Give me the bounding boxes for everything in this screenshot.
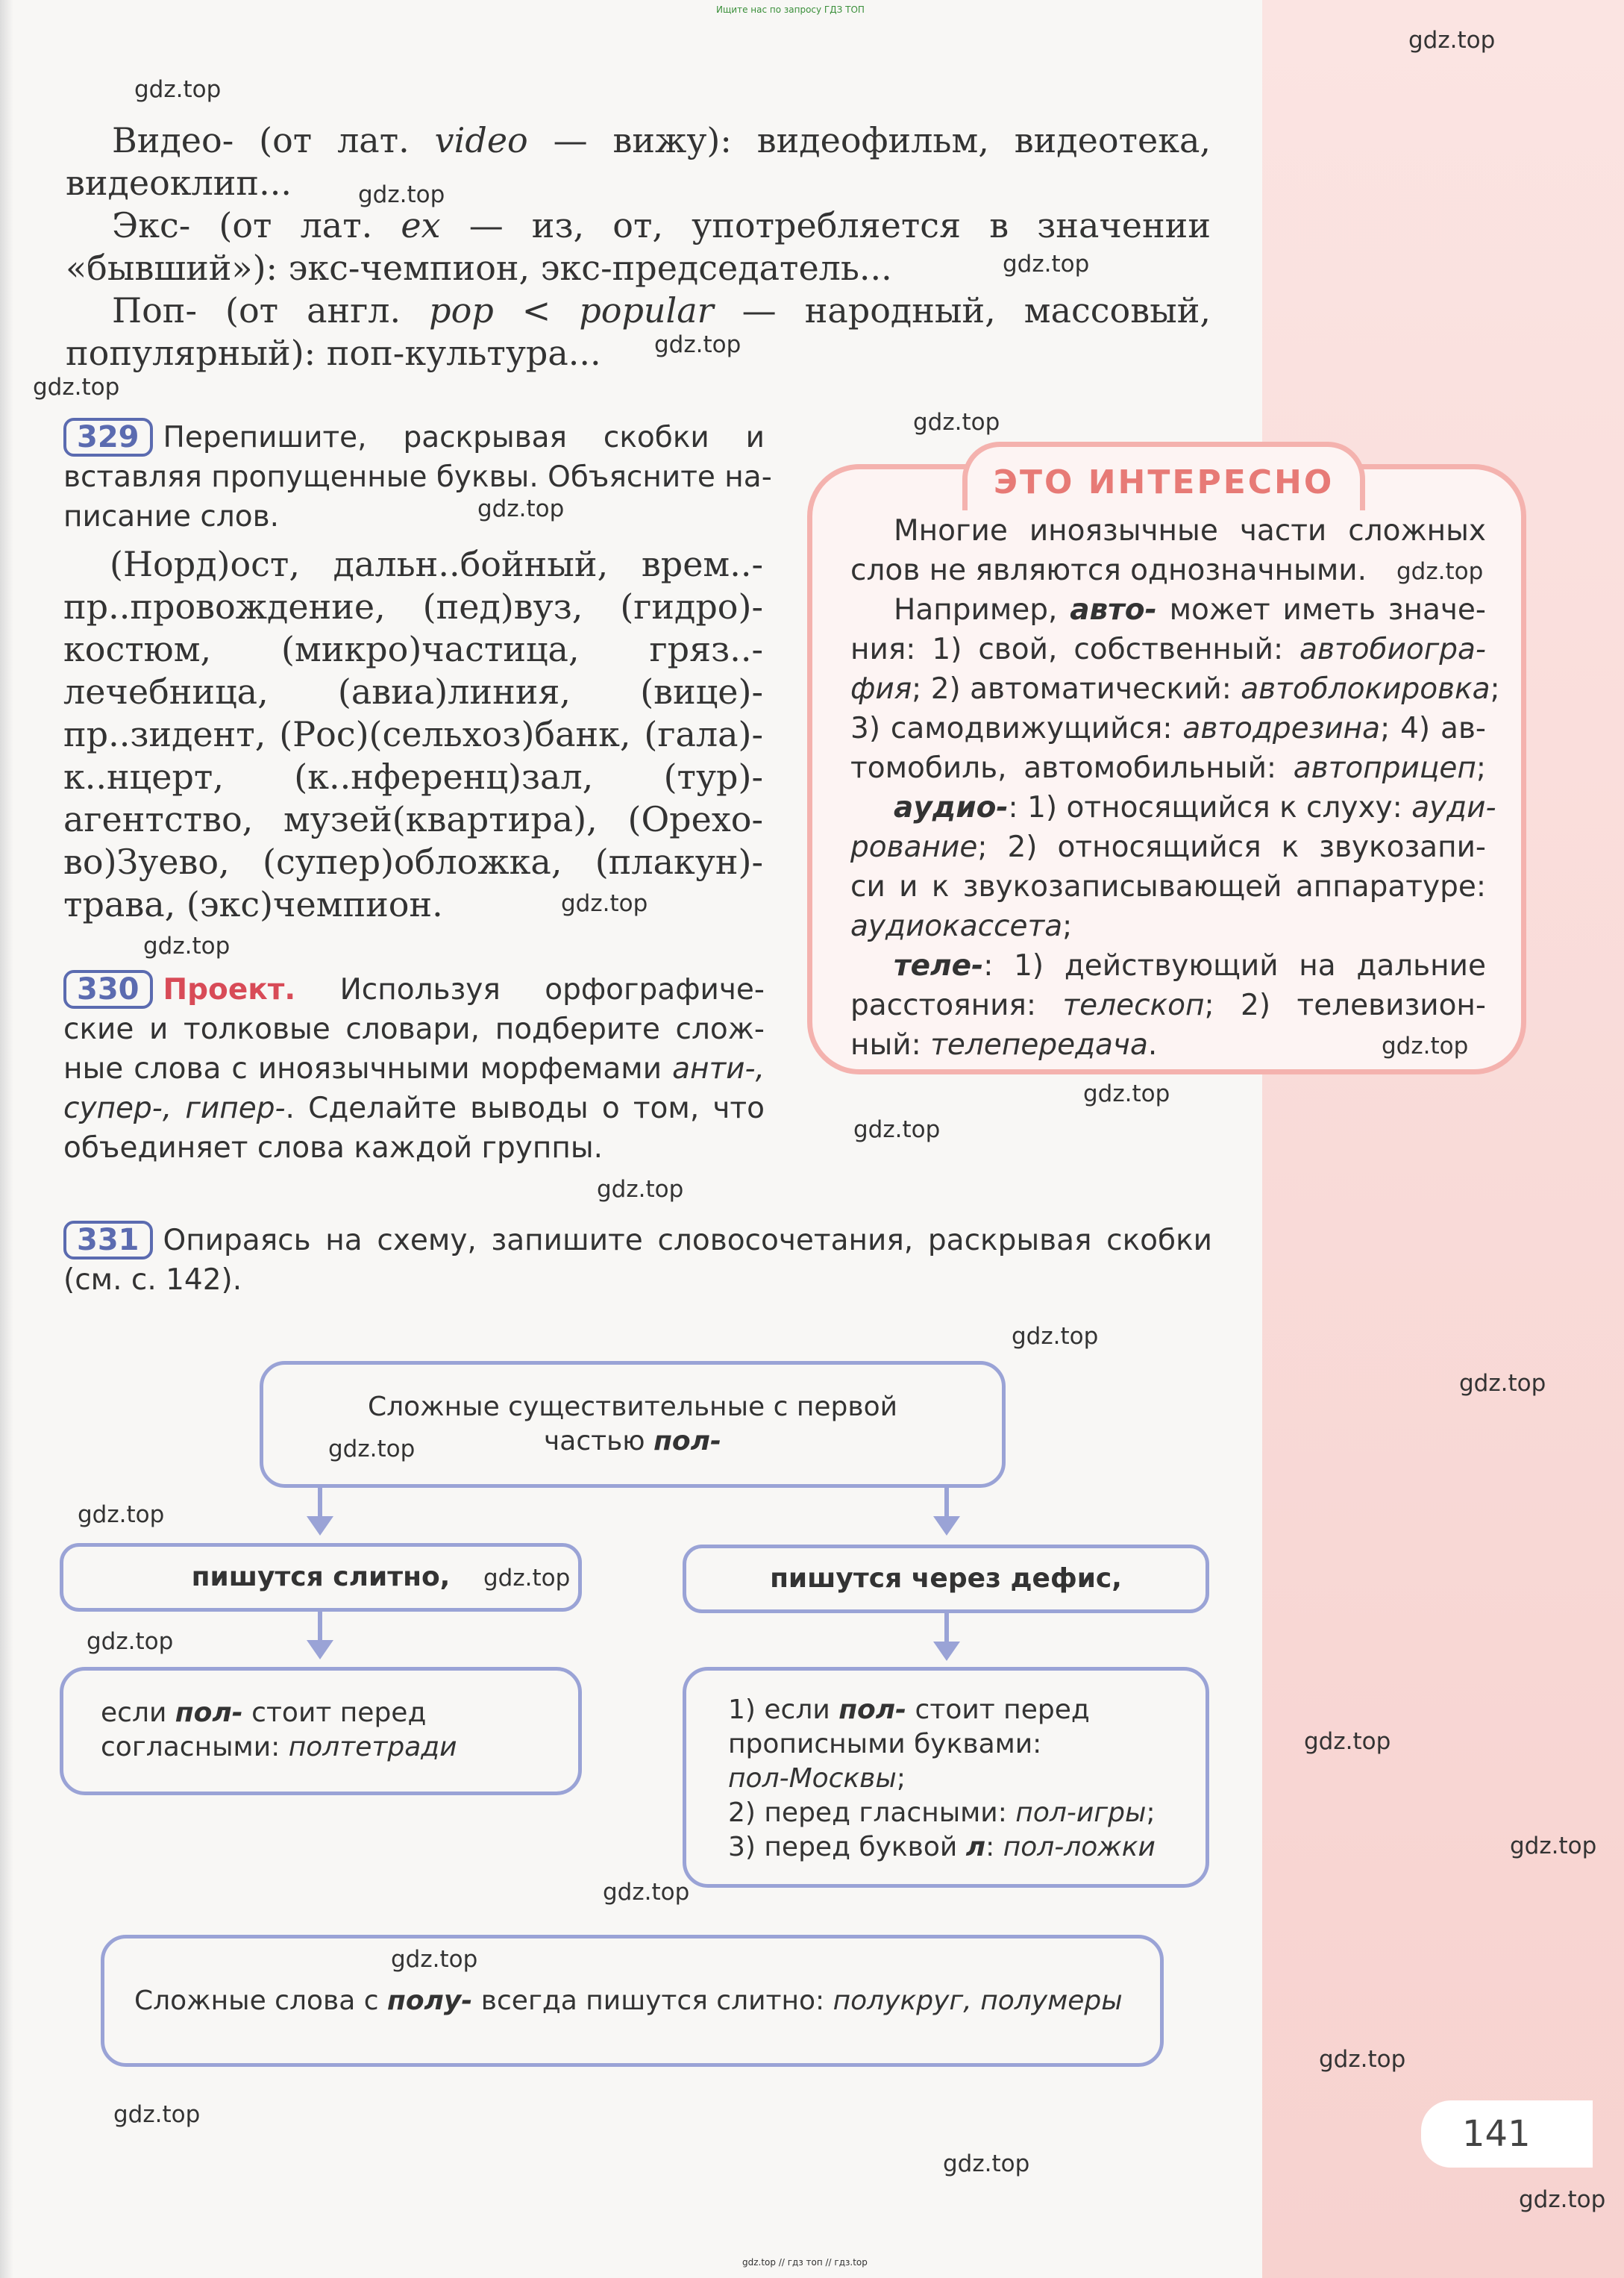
watermark: gdz.top: [1459, 1370, 1546, 1397]
intro-line: популярный): поп-культура...: [66, 333, 601, 373]
arrow-right-2: [944, 1613, 949, 1645]
watermark: gdz.top: [603, 1879, 690, 1906]
intro-line: Видео- (от лат. video — вижу): видеофильм, видеотека,: [112, 120, 1211, 160]
watermark: gdz.top: [561, 890, 648, 917]
interesting-title: ЭТО ИНТЕРЕСНО: [993, 463, 1335, 501]
scheme-right-body: 1) если пол- стоит перед прописными буквами: пол-Москвы; 2) перед гласными: пол-игры; 3) перед буквой л: пол-ложки: [683, 1667, 1209, 1888]
watermark: gdz.top: [1304, 1728, 1391, 1755]
watermark: gdz.top: [78, 1501, 165, 1528]
interesting-text: Многие иноязычные части сложных слов не являются однозначными. Например, авто- может иметь значе- ния: 1) свой, собственный: автобиогра- фия; 2) автоматический: автоблокировка; 3) самодвижущийся: автодрезина; 4) ав- томобиль, автомобильный: автоприцеп; аудио-: 1) относящийся к слуху: ауди- рование; 2) относящийся к звукозапи- си и к звукозаписывающей аппаратуре: аудиокассета; теле-: 1) действующий на дальние расстояния: телескоп; 2) телевизион- ный: телепередача.: [850, 514, 1500, 1062]
header-note: Ищите нас по запросу ГДЗ ТОП: [716, 4, 865, 15]
watermark: gdz.top: [113, 2101, 201, 2128]
watermark: gdz.top: [1510, 1833, 1597, 1859]
scheme-right-head: пишутся через дефис,: [683, 1545, 1209, 1613]
arrow-right-1: [944, 1488, 949, 1519]
intro-block: [66, 119, 1211, 375]
watermark: gdz.top: [87, 1628, 174, 1655]
watermark: gdz.top: [328, 1436, 416, 1462]
watermark: gdz.top: [483, 1565, 571, 1592]
intro-line: «бывший»): экс-чемпион, экс-председатель...: [66, 248, 892, 288]
watermark: gdz.top: [1519, 2186, 1606, 2213]
exercise-330: 330 Проект. Используя орфографиче- ские и толковые словари, подберите слож- ные слова с иноязычными морфемами анти-, супер-, гипер-. Сделайте выводы о том, что объединяет слова каждой группы.: [63, 970, 765, 1168]
exercise-number: 331: [63, 1221, 153, 1260]
watermark: gdz.top: [33, 374, 120, 401]
exercise-number: 329: [63, 418, 153, 457]
watermark: gdz.top: [134, 76, 222, 103]
watermark: gdz.top: [1012, 1323, 1099, 1350]
exercise-329-words: (Норд)ост, дальн..бойный, врем..- пр..провождение, (пед)вуз, (гидро)- костюм, (микро)частица, гряз..- лечебница, (авиа)линия, (вице)- пр..зидент, (Рос)(сельхоз)банк, (гала)- к..нцерт, (к..нференц)зал, (тур)- агентство, музей(квартира), (Орехо- во)Зуево, (супер)обложка, (плакун)- трава, (экс)чемпион.: [63, 544, 763, 924]
margin-strip: [1262, 0, 1624, 2278]
page-gutter-shadow: [0, 0, 13, 2278]
arrow-left-2: [318, 1612, 322, 1643]
watermark: gdz.top: [913, 409, 1000, 436]
scheme-top-box: Сложные существительные с первой частью пол-: [260, 1361, 1006, 1488]
intro-line: Экс- (от лат. ex — из, от, употребляется в значении: [112, 205, 1211, 245]
watermark: gdz.top: [853, 1116, 941, 1143]
watermark: gdz.top: [143, 933, 231, 960]
page-number: 141: [1421, 2100, 1593, 2168]
scheme-bottom-box: Сложные слова с полу- всегда пишутся слитно: полукруг, полумеры: [101, 1935, 1164, 2067]
scheme-left-body: если пол- стоит перед согласными: полтетради: [60, 1667, 582, 1795]
intro-line: видеоклип...: [66, 163, 292, 203]
watermark: gdz.top: [1382, 1033, 1469, 1060]
intro-line: Поп- (от англ. pop < popular — народный, массовый,: [112, 290, 1211, 331]
interesting-title-tab: [962, 442, 1365, 510]
watermark: gdz.top: [1003, 251, 1090, 278]
watermark: gdz.top: [391, 1946, 478, 1973]
scheme-left-head: пишутся слитно,: [60, 1543, 582, 1612]
watermark: gdz.top: [1083, 1080, 1170, 1107]
watermark: gdz.top: [1408, 27, 1496, 54]
exercise-329-instruction: 329 Перепишите, раскрывая скобки и вставляя пропущенные буквы. Объясните на- писание слов.: [63, 418, 765, 536]
watermark: gdz.top: [477, 495, 565, 522]
arrow-left-1: [318, 1488, 322, 1519]
watermark: gdz.top: [1319, 2046, 1406, 2073]
watermark: gdz.top: [358, 181, 445, 208]
exercise-331: 331 Опираясь на схему, запишите словосочетания, раскрывая скобки (см. с. 142).: [63, 1221, 1212, 1300]
watermark: gdz.top: [597, 1176, 684, 1203]
exercise-number: 330: [63, 970, 153, 1009]
watermark: gdz.top: [1396, 558, 1484, 585]
watermark: gdz.top: [943, 2150, 1030, 2177]
footer-note: gdz.top // гдз топ // гдз.top: [742, 2257, 868, 2268]
watermark: gdz.top: [654, 331, 742, 358]
